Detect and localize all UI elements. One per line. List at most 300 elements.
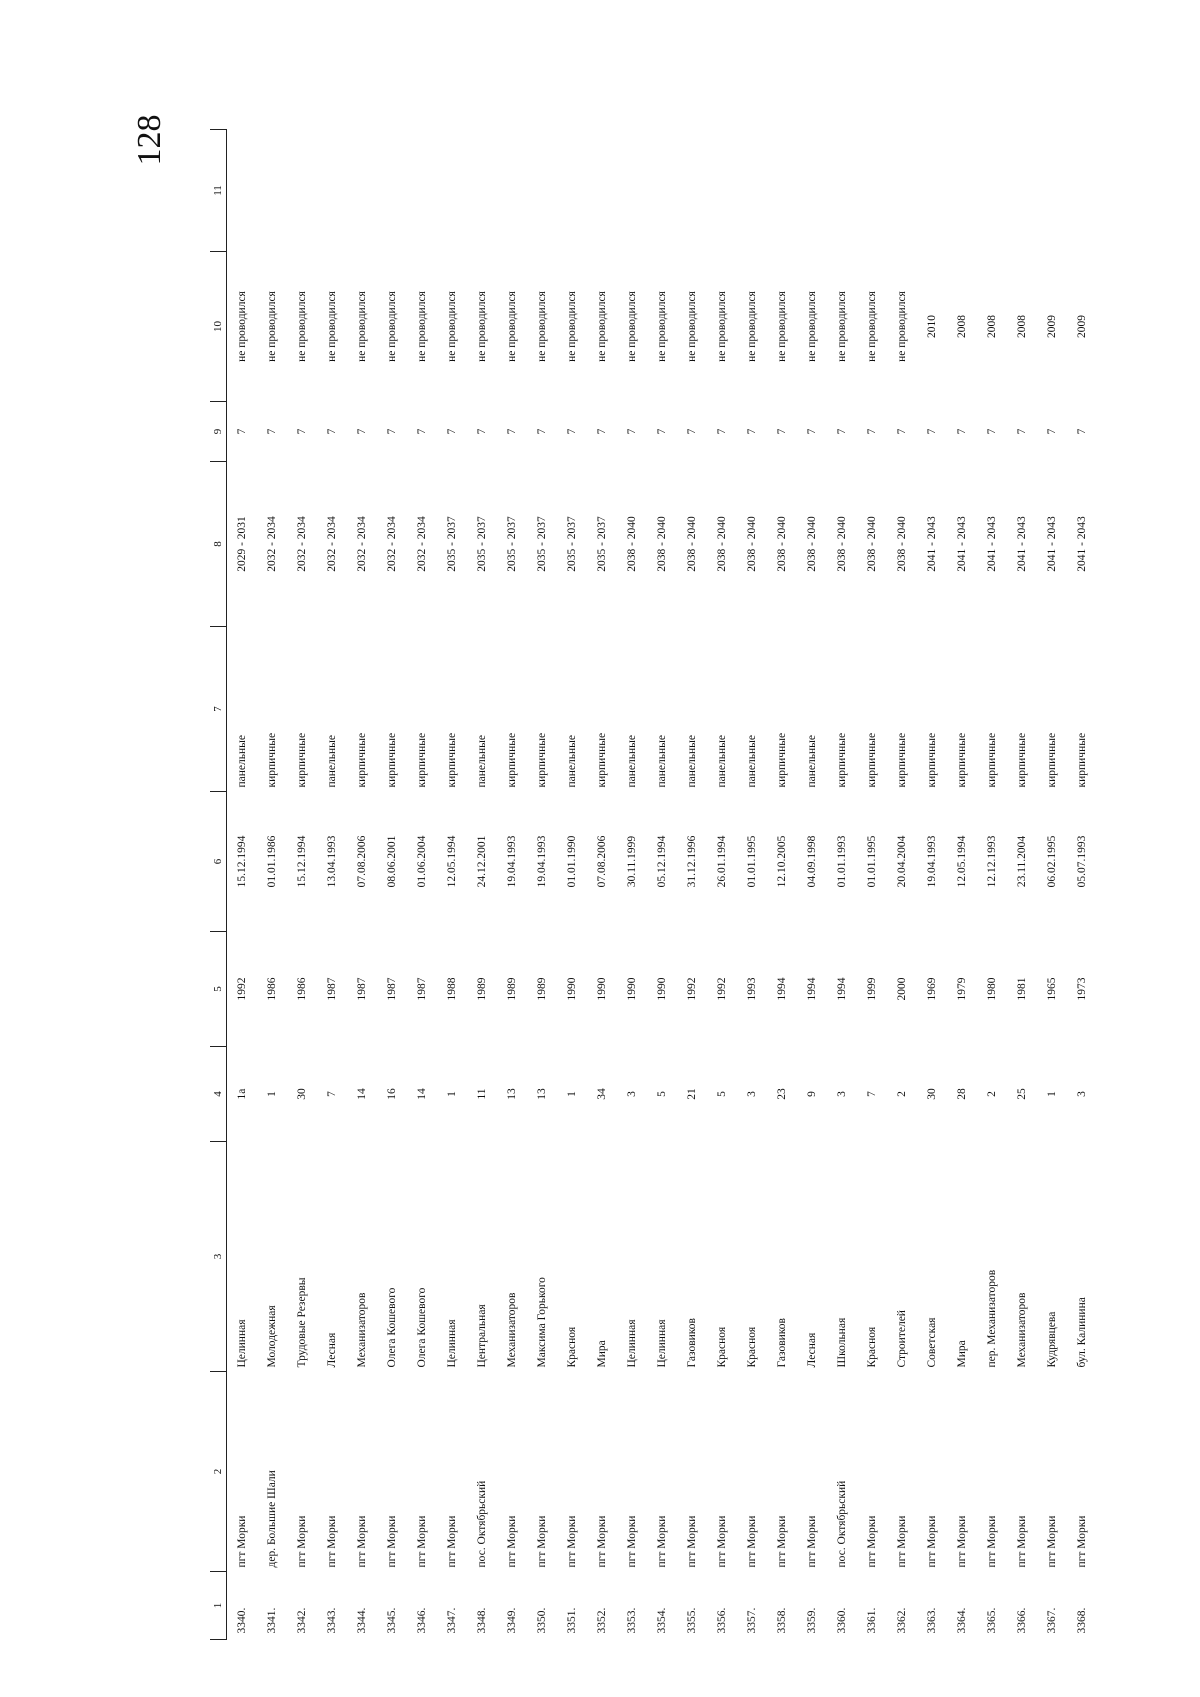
house-number-cell: 14 <box>416 1088 428 1100</box>
wall-material-cell: панельные <box>686 735 698 788</box>
row-number-cell: 3361. <box>866 1607 878 1634</box>
lifespan-cell: 7 <box>806 428 818 435</box>
lifespan-cell: 7 <box>536 428 548 435</box>
build-year-cell: 1989 <box>536 977 548 1001</box>
date-cell: 04.09.1998 <box>806 835 818 888</box>
lifespan-cell: 7 <box>386 428 398 435</box>
table-row <box>407 130 437 1640</box>
settlement-cell: пгт Морки <box>776 1515 788 1568</box>
table-row <box>707 130 737 1640</box>
table-row <box>377 130 407 1640</box>
house-number-cell: 28 <box>956 1088 968 1100</box>
last-repair-cell: не проводился <box>716 291 728 362</box>
note-cell <box>497 130 527 252</box>
lifespan-cell: 7 <box>1016 428 1028 435</box>
row-number-cell: 3366. <box>1016 1607 1028 1634</box>
build-year-cell: 1992 <box>236 977 248 1001</box>
street-cell: Мира <box>956 1340 968 1368</box>
repair-period-cell: 2035 - 2037 <box>566 516 578 572</box>
build-year-cell: 1989 <box>506 977 518 1001</box>
lifespan-cell: 7 <box>896 428 908 435</box>
street-cell: Максима Горького <box>536 1277 548 1368</box>
table-row <box>737 130 767 1640</box>
street-cell: Олега Кошевого <box>386 1287 398 1368</box>
house-number-cell: 3 <box>626 1091 638 1097</box>
table-row <box>1067 130 1097 1640</box>
settlement-cell: пгт Морки <box>956 1515 968 1568</box>
build-year-cell: 1990 <box>656 977 668 1001</box>
lifespan-cell: 7 <box>686 428 698 435</box>
build-year-cell: 1987 <box>416 977 428 1001</box>
table-row <box>1007 130 1037 1640</box>
repair-period-cell: 2035 - 2037 <box>536 516 548 572</box>
table-row <box>527 130 557 1640</box>
table-row <box>977 130 1007 1640</box>
wall-material-cell: кирпичные <box>1076 732 1088 788</box>
date-cell: 19.04.1993 <box>536 835 548 888</box>
note-cell <box>377 130 407 252</box>
repair-period-cell: 2038 - 2040 <box>836 516 848 572</box>
lifespan-cell: 7 <box>266 428 278 435</box>
repair-period-cell: 2041 - 2043 <box>926 516 938 572</box>
last-repair-cell: 2010 <box>926 315 938 338</box>
street-cell: Красноя <box>866 1326 878 1368</box>
wall-material-cell: панельные <box>806 735 818 788</box>
column-header: 3 <box>210 1142 227 1372</box>
last-repair-cell: не проводился <box>776 291 788 362</box>
last-repair-cell: не проводился <box>596 291 608 362</box>
date-cell: 12.10.2005 <box>776 835 788 888</box>
street-cell: Молодежная <box>266 1305 278 1368</box>
settlement-cell: пгт Морки <box>596 1515 608 1568</box>
repair-period-cell: 2041 - 2043 <box>956 516 968 572</box>
date-cell: 15.12.1994 <box>236 835 248 888</box>
row-number-cell: 3341. <box>266 1607 278 1634</box>
repair-period-cell: 2038 - 2040 <box>686 516 698 572</box>
note-cell <box>257 130 287 252</box>
repair-period-cell: 2038 - 2040 <box>776 516 788 572</box>
build-year-cell: 1988 <box>446 977 458 1001</box>
build-year-cell: 1987 <box>386 977 398 1001</box>
house-number-cell: 1 <box>266 1091 278 1097</box>
build-year-cell: 1999 <box>866 977 878 1001</box>
build-year-cell: 1965 <box>1046 977 1058 1001</box>
date-cell: 01.06.2004 <box>416 835 428 888</box>
last-repair-cell: не проводился <box>446 291 458 362</box>
date-cell: 07.08.2006 <box>356 835 368 888</box>
note-cell <box>1037 130 1067 252</box>
date-cell: 01.01.1995 <box>746 835 758 888</box>
build-year-cell: 1990 <box>596 977 608 1001</box>
wall-material-cell: кирпичные <box>386 732 398 788</box>
repair-period-cell: 2041 - 2043 <box>1046 516 1058 572</box>
build-year-cell: 1980 <box>986 977 998 1001</box>
repair-period-cell: 2032 - 2034 <box>356 516 368 572</box>
lifespan-cell: 7 <box>836 428 848 435</box>
street-cell: Красноя <box>746 1326 758 1368</box>
house-number-cell: 7 <box>326 1091 338 1097</box>
build-year-cell: 1994 <box>836 977 848 1001</box>
repair-period-cell: 2032 - 2034 <box>296 516 308 572</box>
build-year-cell: 1990 <box>626 977 638 1001</box>
table-row <box>587 130 617 1640</box>
settlement-cell: пос. Октябрьский <box>476 1480 488 1568</box>
table-row <box>677 130 707 1640</box>
note-cell <box>737 130 767 252</box>
last-repair-cell: не проводился <box>626 291 638 362</box>
column-header: 11 <box>210 130 227 252</box>
repair-period-cell: 2035 - 2037 <box>446 516 458 572</box>
house-number-cell: 2 <box>986 1091 998 1097</box>
row-number-cell: 3368. <box>1076 1607 1088 1634</box>
street-cell: Школьная <box>836 1317 848 1368</box>
last-repair-cell: не проводился <box>836 291 848 362</box>
wall-material-cell: кирпичные <box>776 732 788 788</box>
house-number-cell: 11 <box>476 1088 488 1100</box>
build-year-cell: 1969 <box>926 977 938 1001</box>
settlement-cell: пгт Морки <box>986 1515 998 1568</box>
street-cell: Лесная <box>806 1332 818 1368</box>
last-repair-cell: 2008 <box>1016 315 1028 338</box>
settlement-cell: пгт Морки <box>806 1515 818 1568</box>
row-number-cell: 3354. <box>656 1607 668 1634</box>
lifespan-cell: 7 <box>716 428 728 435</box>
lifespan-cell: 7 <box>416 428 428 435</box>
house-number-cell: 25 <box>1016 1088 1028 1100</box>
row-number-cell: 3364. <box>956 1607 968 1634</box>
wall-material-cell: панельные <box>566 735 578 788</box>
house-number-cell: 1 <box>566 1091 578 1097</box>
street-cell: Целинная <box>236 1319 248 1368</box>
note-cell <box>1067 130 1097 252</box>
wall-material-cell: кирпичные <box>416 732 428 788</box>
wall-material-cell: кирпичные <box>926 732 938 788</box>
table-row <box>257 130 287 1640</box>
settlement-cell: пгт Морки <box>926 1515 938 1568</box>
build-year-cell: 1989 <box>476 977 488 1001</box>
column-header: 9 <box>210 402 227 462</box>
repair-period-cell: 2035 - 2037 <box>506 516 518 572</box>
row-number-cell: 3342. <box>296 1607 308 1634</box>
row-number-cell: 3340. <box>236 1607 248 1634</box>
note-cell <box>287 130 317 252</box>
settlement-cell: пгт Морки <box>356 1515 368 1568</box>
row-number-cell: 3348. <box>476 1607 488 1634</box>
settlement-cell: пгт Морки <box>566 1515 578 1568</box>
repair-period-cell: 2038 - 2040 <box>656 516 668 572</box>
row-number-cell: 3359. <box>806 1607 818 1634</box>
table-row <box>467 130 497 1640</box>
street-cell: Лесная <box>326 1332 338 1368</box>
wall-material-cell: кирпичные <box>266 732 278 788</box>
build-year-cell: 1994 <box>806 977 818 1001</box>
house-number-cell: 34 <box>596 1088 608 1100</box>
street-cell: Механизаторов <box>356 1292 368 1368</box>
date-cell: 19.04.1993 <box>926 835 938 888</box>
note-cell <box>827 130 857 252</box>
header-row <box>210 130 227 1640</box>
last-repair-cell: не проводился <box>236 291 248 362</box>
date-cell: 30.11.1999 <box>626 835 638 888</box>
repair-period-cell: 2032 - 2034 <box>416 516 428 572</box>
table-row <box>647 130 677 1640</box>
house-number-cell: 3 <box>836 1091 848 1097</box>
date-cell: 06.02.1995 <box>1046 835 1058 888</box>
wall-material-cell: кирпичные <box>956 732 968 788</box>
street-cell: Строителей <box>896 1310 908 1368</box>
note-cell <box>707 130 737 252</box>
settlement-cell: пгт Морки <box>536 1515 548 1568</box>
house-number-cell: 14 <box>356 1088 368 1100</box>
settlement-cell: пгт Морки <box>656 1515 668 1568</box>
housing-table <box>210 129 1097 1640</box>
lifespan-cell: 7 <box>866 428 878 435</box>
lifespan-cell: 7 <box>506 428 518 435</box>
house-number-cell: 21 <box>686 1088 698 1100</box>
last-repair-cell: не проводился <box>386 291 398 362</box>
settlement-cell: пгт Морки <box>716 1515 728 1568</box>
house-number-cell: 23 <box>776 1088 788 1100</box>
table-row <box>497 130 527 1640</box>
wall-material-cell: панельные <box>716 735 728 788</box>
table-row <box>947 130 977 1640</box>
table-row <box>1037 130 1067 1640</box>
house-number-cell: 13 <box>506 1088 518 1100</box>
settlement-cell: пгт Морки <box>506 1515 518 1568</box>
date-cell: 26.01.1994 <box>716 835 728 888</box>
house-number-cell: 7 <box>866 1091 878 1097</box>
street-cell: Советская <box>926 1317 938 1368</box>
repair-period-cell: 2038 - 2040 <box>896 516 908 572</box>
date-cell: 31.12.1996 <box>686 835 698 888</box>
table-row <box>317 130 347 1640</box>
row-number-cell: 3347. <box>446 1607 458 1634</box>
date-cell: 20.04.2004 <box>896 835 908 888</box>
house-number-cell: 30 <box>296 1088 308 1100</box>
settlement-cell: пос. Октябрьский <box>836 1480 848 1568</box>
build-year-cell: 1979 <box>956 977 968 1001</box>
lifespan-cell: 7 <box>1076 428 1088 435</box>
wall-material-cell: кирпичные <box>1046 732 1058 788</box>
table-body <box>227 130 1098 1640</box>
settlement-cell: пгт Морки <box>326 1515 338 1568</box>
lifespan-cell: 7 <box>596 428 608 435</box>
last-repair-cell: не проводился <box>326 291 338 362</box>
repair-period-cell: 2041 - 2043 <box>1076 516 1088 572</box>
last-repair-cell: не проводился <box>536 291 548 362</box>
row-number-cell: 3351. <box>566 1607 578 1634</box>
date-cell: 12.12.1993 <box>986 835 998 888</box>
column-header: 10 <box>210 252 227 402</box>
house-number-cell: 1 <box>446 1091 458 1097</box>
table-row <box>557 130 587 1640</box>
street-cell: Целинная <box>656 1319 668 1368</box>
settlement-cell: пгт Морки <box>236 1515 248 1568</box>
street-cell: Центральная <box>476 1304 488 1368</box>
date-cell: 01.01.1990 <box>566 835 578 888</box>
street-cell: пер. Механизаторов <box>986 1269 998 1368</box>
note-cell <box>677 130 707 252</box>
settlement-cell: пгт Морки <box>896 1515 908 1568</box>
repair-period-cell: 2032 - 2034 <box>326 516 338 572</box>
street-cell: Целинная <box>446 1319 458 1368</box>
note-cell <box>437 130 467 252</box>
street-cell: Кудрявцева <box>1046 1311 1058 1368</box>
table-row <box>287 130 317 1640</box>
last-repair-cell: не проводился <box>656 291 668 362</box>
date-cell: 05.12.1994 <box>656 835 668 888</box>
wall-material-cell: кирпичные <box>356 732 368 788</box>
note-cell <box>407 130 437 252</box>
table-row <box>767 130 797 1640</box>
wall-material-cell: кирпичные <box>1016 732 1028 788</box>
settlement-cell: пгт Морки <box>626 1515 638 1568</box>
note-cell <box>587 130 617 252</box>
date-cell: 01.01.1993 <box>836 835 848 888</box>
last-repair-cell: не проводился <box>866 291 878 362</box>
last-repair-cell: 2009 <box>1076 315 1088 338</box>
last-repair-cell: не проводился <box>746 291 758 362</box>
repair-period-cell: 2035 - 2037 <box>476 516 488 572</box>
row-number-cell: 3352. <box>596 1607 608 1634</box>
wall-material-cell: кирпичные <box>986 732 998 788</box>
house-number-cell: 1 <box>1046 1091 1058 1097</box>
column-header: 5 <box>210 932 227 1047</box>
column-header: 1 <box>210 1572 227 1640</box>
settlement-cell: дер. Большие Шали <box>266 1470 278 1568</box>
settlement-cell: пгт Морки <box>296 1515 308 1568</box>
build-year-cell: 1993 <box>746 977 758 1001</box>
note-cell <box>947 130 977 252</box>
lifespan-cell: 7 <box>236 428 248 435</box>
row-number-cell: 3355. <box>686 1607 698 1634</box>
column-header: 6 <box>210 792 227 932</box>
date-cell: 12.05.1994 <box>446 835 458 888</box>
note-cell <box>887 130 917 252</box>
table-row <box>347 130 377 1640</box>
settlement-cell: пгт Морки <box>746 1515 758 1568</box>
street-cell: Красноя <box>716 1326 728 1368</box>
build-year-cell: 1990 <box>566 977 578 1001</box>
table-row <box>617 130 647 1640</box>
note-cell <box>317 130 347 252</box>
date-cell: 08.06.2001 <box>386 835 398 888</box>
street-cell: Мира <box>596 1340 608 1368</box>
note-cell <box>617 130 647 252</box>
settlement-cell: пгт Морки <box>686 1515 698 1568</box>
repair-period-cell: 2038 - 2040 <box>806 516 818 572</box>
house-number-cell: 2 <box>896 1091 908 1097</box>
note-cell <box>977 130 1007 252</box>
note-cell <box>857 130 887 252</box>
table-row <box>797 130 827 1640</box>
street-cell: Целинная <box>626 1319 638 1368</box>
last-repair-cell: 2008 <box>986 315 998 338</box>
column-header: 7 <box>210 627 227 792</box>
last-repair-cell: не проводился <box>686 291 698 362</box>
repair-period-cell: 2038 - 2040 <box>866 516 878 572</box>
settlement-cell: пгт Морки <box>866 1515 878 1568</box>
column-header: 8 <box>210 462 227 627</box>
build-year-cell: 1992 <box>716 977 728 1001</box>
row-number-cell: 3363. <box>926 1607 938 1634</box>
lifespan-cell: 7 <box>656 428 668 435</box>
column-header: 2 <box>210 1372 227 1572</box>
house-number-cell: 13 <box>536 1088 548 1100</box>
repair-period-cell: 2038 - 2040 <box>626 516 638 572</box>
row-number-cell: 3349. <box>506 1607 518 1634</box>
house-number-cell: 3 <box>1076 1091 1088 1097</box>
date-cell: 07.08.2006 <box>596 835 608 888</box>
build-year-cell: 1973 <box>1076 977 1088 1001</box>
last-repair-cell: не проводился <box>416 291 428 362</box>
repair-period-cell: 2029 - 2031 <box>236 516 248 572</box>
build-year-cell: 2000 <box>896 977 908 1001</box>
settlement-cell: пгт Морки <box>1076 1515 1088 1568</box>
wall-material-cell: кирпичные <box>836 732 848 788</box>
table-row <box>917 130 947 1640</box>
street-cell: Механизаторов <box>506 1292 518 1368</box>
row-number-cell: 3367. <box>1046 1607 1058 1634</box>
build-year-cell: 1986 <box>266 977 278 1001</box>
street-cell: Механизаторов <box>1016 1292 1028 1368</box>
street-cell: Олега Кошевого <box>416 1287 428 1368</box>
lifespan-cell: 7 <box>776 428 788 435</box>
last-repair-cell: 2008 <box>956 315 968 338</box>
house-number-cell: 3 <box>746 1091 758 1097</box>
street-cell: Трудовые Резервы <box>296 1277 308 1368</box>
lifespan-cell: 7 <box>956 428 968 435</box>
row-number-cell: 3358. <box>776 1607 788 1634</box>
last-repair-cell: не проводился <box>296 291 308 362</box>
wall-material-cell: кирпичные <box>506 732 518 788</box>
lifespan-cell: 7 <box>446 428 458 435</box>
note-cell <box>227 130 258 252</box>
table-row <box>887 130 917 1640</box>
house-number-cell: 5 <box>716 1091 728 1097</box>
wall-material-cell: кирпичные <box>446 732 458 788</box>
wall-material-cell: кирпичные <box>896 732 908 788</box>
table-row <box>227 130 258 1640</box>
settlement-cell: пгт Морки <box>386 1515 398 1568</box>
note-cell <box>917 130 947 252</box>
settlement-cell: пгт Морки <box>416 1515 428 1568</box>
repair-period-cell: 2038 - 2040 <box>746 516 758 572</box>
date-cell: 01.01.1995 <box>866 835 878 888</box>
wall-material-cell: панельные <box>236 735 248 788</box>
wall-material-cell: кирпичные <box>596 732 608 788</box>
repair-period-cell: 2032 - 2034 <box>266 516 278 572</box>
lifespan-cell: 7 <box>626 428 638 435</box>
date-cell: 12.05.1994 <box>956 835 968 888</box>
rotated-table-container <box>210 130 1088 1640</box>
street-cell: Газовиков <box>776 1318 788 1368</box>
settlement-cell: пгт Морки <box>1016 1515 1028 1568</box>
lifespan-cell: 7 <box>296 428 308 435</box>
note-cell <box>347 130 377 252</box>
street-cell: Красноя <box>566 1326 578 1368</box>
lifespan-cell: 7 <box>326 428 338 435</box>
note-cell <box>467 130 497 252</box>
settlement-cell: пгт Морки <box>1046 1515 1058 1568</box>
lifespan-cell: 7 <box>566 428 578 435</box>
date-cell: 23.11.2004 <box>1016 835 1028 888</box>
date-cell: 24.12.2001 <box>476 835 488 888</box>
row-number-cell: 3357. <box>746 1607 758 1634</box>
repair-period-cell: 2035 - 2037 <box>596 516 608 572</box>
build-year-cell: 1987 <box>326 977 338 1001</box>
table-row <box>827 130 857 1640</box>
